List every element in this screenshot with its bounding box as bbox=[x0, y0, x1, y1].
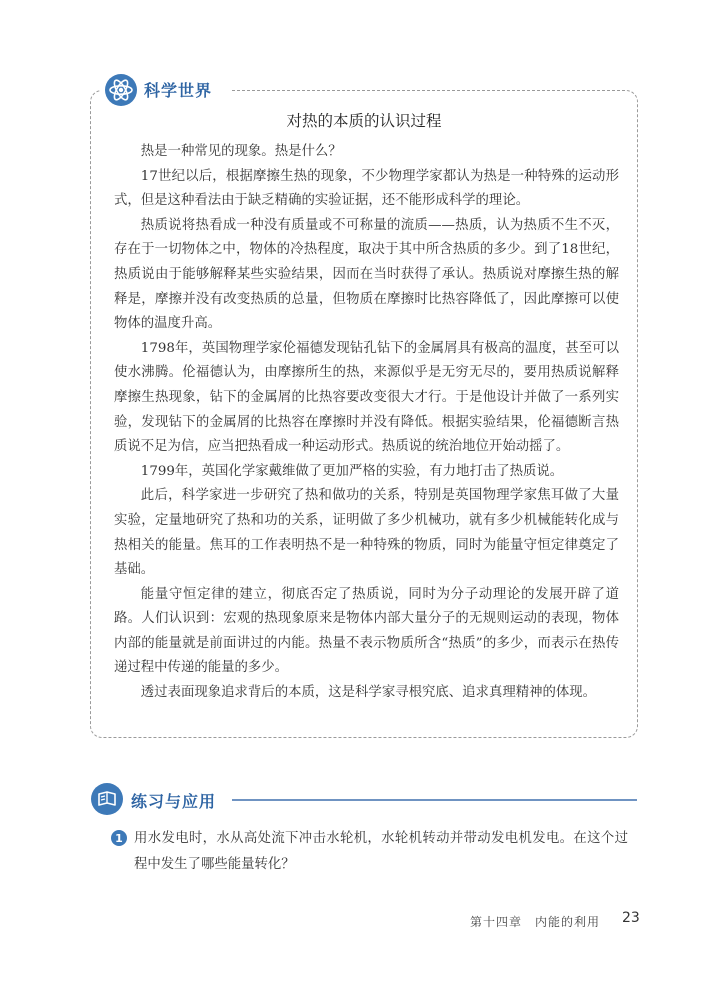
paragraph: 热是一种常见的现象。热是什么？ bbox=[140, 144, 342, 159]
book-pen-icon bbox=[91, 783, 123, 815]
footer-chapter-title: 第十四章 内能的利用 bbox=[470, 915, 601, 929]
paragraph: 17世纪以后，根据摩擦生热的现象，不少物理学家都认为热是一种特殊的运动形式，但是这种看法由于缺乏精确的实验证据，还不能形成科学的理论。 bbox=[114, 168, 619, 209]
paragraph: 此后，科学家进一步研究了热和做功的关系，特别是英国物理学家焦耳做了大量实验，定量地研究了热和功的关系，证明做了多少机械功，就有多少机械能转化成与热相关的能量。焦耳的工作表明热不是一种特殊的物质，同时为能量守恒定律奠定了基础。 bbox=[114, 488, 619, 578]
atom-icon bbox=[105, 74, 137, 106]
section-header-science-world: 科学世界 bbox=[144, 81, 213, 100]
question-number-badge: 1 bbox=[111, 830, 127, 846]
paragraph: 能量守恒定律的建立，彻底否定了热质说，同时为分子动理论的发展开辟了道路。人们认识到：宏观的热现象原来是物体内部大量分子的无规则运动的表现，物体内部的能量就是前面讲过的内能。热量不表示物质所含“热质”的多少，而表示在热传递过程中传递的能量的多少。 bbox=[114, 586, 619, 676]
section-divider bbox=[232, 799, 637, 801]
article-body bbox=[114, 140, 619, 706]
section-header-practice: 练习与应用 bbox=[131, 792, 217, 811]
paragraph: 1798年，英国物理学家伦福德发现钻孔钻下的金属屑具有极高的温度，甚至可以使水沸腾。伦福德认为，由摩擦所生的热，来源似乎是无穷无尽的，要用热质说解释摩擦生热现象，钻下的金属屑的比热容要改变很大才行。于是他设计并做了一系列实验，发现钻下的金属屑的比热容在摩擦时并没有降低。根据实验结果，伦福德断言热质说不足为信，应当把热看成一种运动形式。热质说的统治地位开始动摇了。 bbox=[114, 340, 619, 455]
article-title: 对热的本质的认识过程 bbox=[286, 112, 442, 130]
question-text: 用水发电时，水从高处流下冲击水轮机，水轮机转动并带动发电机发电。在这个过程中发生了哪些能量转化？ bbox=[134, 831, 628, 872]
paragraph: 1799年，英国化学家戴维做了更加严格的实验，有力地打击了热质说。 bbox=[140, 463, 564, 479]
paragraph: 透过表面现象追求背后的本质，这是科学家寻根究底、追求真理精神的体现。 bbox=[140, 685, 597, 701]
page-number: 23 bbox=[622, 910, 640, 926]
paragraph: 热质说将热看成一种没有质量或不可称量的流质——热质，认为热质不生不灭，存在于一切物体之中，物体的冷热程度，取决于其中所含热质的多少。到了18世纪，热质说由于能够解释某些实验结果，因而在当时获得了承认。热质说对摩擦生热的解释是，摩擦并没有改变热质的总量，但物质在摩擦时比热容降低了，因此摩擦可以使物体的温度升高。 bbox=[114, 217, 619, 332]
